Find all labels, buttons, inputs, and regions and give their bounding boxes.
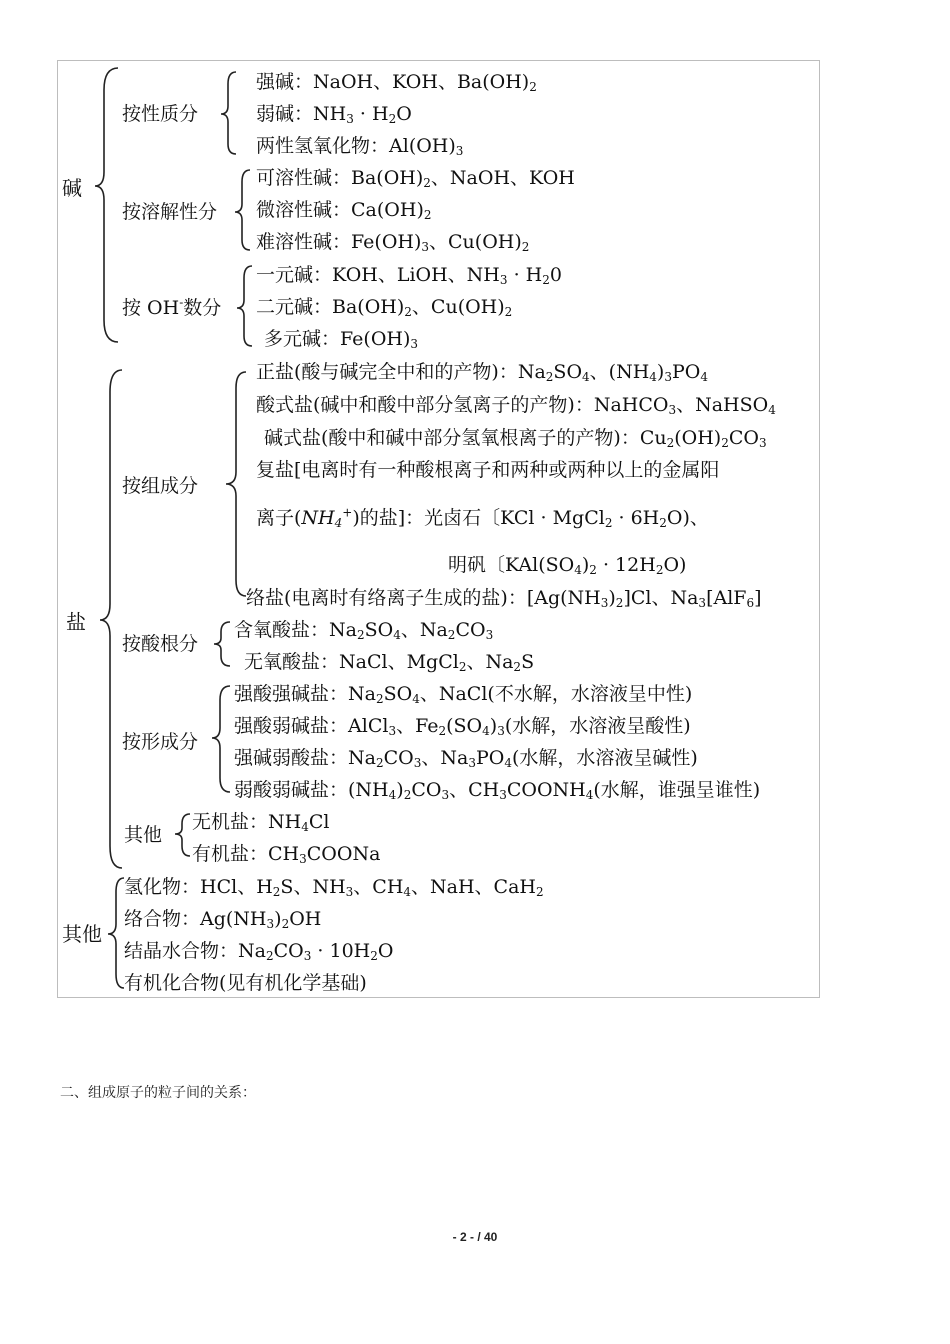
item-salt-sa-sb: 强酸强碱盐：$Na_2SO_4$、NaCl(不水解，水溶液呈中性) <box>234 683 693 706</box>
formula: $Al(OH)_3$ <box>389 135 464 158</box>
formula: KOH、LiOH、$NH_3 \cdot H_20$ <box>332 264 562 287</box>
item-base-insoluble: 难溶性碱：$Fe(OH)_3$、$Cu(OH)_2$ <box>256 231 530 254</box>
item-base-weak: 弱碱：$NH_3 \cdot H_2O$ <box>256 103 412 126</box>
formula: $Fe(OH)_3$、$Cu(OH)_2$ <box>351 231 530 254</box>
group-salt-acid: 按酸根分 <box>122 633 199 655</box>
category-base: 碱 <box>62 176 82 200</box>
formula: NaCl、MgCl$_2$、$Na_2S$ <box>339 651 535 674</box>
formula: NaOH、KOH、$Ba(OH)_2$ <box>313 71 537 94</box>
formula: $Na_2SO_4$、$Na_2CO_3$ <box>329 619 494 642</box>
brace-base-nature <box>221 72 236 154</box>
ammonium-ion: $NH_4^+$ <box>301 505 353 530</box>
formula: $Ca(OH)_2$ <box>351 199 432 222</box>
formula: $Na_2CO_3$、$Na_3PO_4$(水解，水溶液呈碱性) <box>348 747 698 770</box>
item-salt-sa-wb: 强酸弱碱盐：AlCl$_3$、$Fe_2(SO_4)_3$(水解，水溶液呈酸性) <box>234 715 691 738</box>
brace-other <box>108 878 124 988</box>
item-base-soluble: 可溶性碱：$Ba(OH)_2$、NaOH、KOH <box>256 167 575 190</box>
formula: )的盐]：光卤石〔KCl · MgCl$_2$ · $6H_2O$)、 <box>352 507 709 530</box>
item-other-complex: 络合物：$Ag(NH_3)_2OH$ <box>124 908 322 931</box>
item-salt-sb-wa: 强碱弱酸盐：$Na_2CO_3$、$Na_3PO_4$(水解，水溶液呈碱性) <box>234 747 698 770</box>
item-other-organic: 有机化合物(见有机化学基础) <box>124 972 367 994</box>
group-base-nature: 按性质分 <box>122 103 199 125</box>
item-base-di: 二元碱：$Ba(OH)_2$、$Cu(OH)_2$ <box>256 296 513 319</box>
group-salt-formation: 按形成分 <box>122 731 199 753</box>
group-salt-other: 其他 <box>124 824 163 846</box>
item-salt-nonoxy: 无氧酸盐：NaCl、MgCl$_2$、$Na_2S$ <box>244 651 535 674</box>
item-other-hydrate: 结晶水合物：$Na_2CO_3 \cdot 10H_2O$ <box>124 940 394 963</box>
formula: $(NH_4)_2CO_3$、$CH_3COONH_4$(水解，谁强呈谁性) <box>348 779 761 802</box>
formula: $NH_4Cl$ <box>268 811 330 834</box>
brace-salt-acid <box>214 622 230 666</box>
brace-salt-composition <box>226 372 246 596</box>
formula: HCl、$H_2S$、$NH_3$、$CH_4$、NaH、CaH$_2$ <box>200 876 544 899</box>
item-base-strong: 强碱：NaOH、KOH、$Ba(OH)_2$ <box>256 71 537 94</box>
item-salt-acidic: 酸式盐(碱中和酸中部分氢离子的产物)：NaHCO$_3$、NaHSO$_4$ <box>256 394 776 417</box>
brace-salt-other <box>175 814 190 856</box>
item-salt-wa-wb: 弱酸弱碱盐：$(NH_4)_2CO_3$、$CH_3COONH_4$(水解，谁强呈谁性) <box>234 779 761 802</box>
category-other: 其他 <box>62 922 102 946</box>
item-base-amphoteric: 两性氢氧化物：$Al(OH)_3$ <box>256 135 464 158</box>
brace-base <box>95 68 118 342</box>
group-salt-composition: 按组成分 <box>122 475 199 497</box>
brace-salt-formation <box>212 686 230 792</box>
brace-salt <box>100 370 122 868</box>
formula: $Ag(NH_3)_2OH$ <box>200 908 322 931</box>
item-salt-double-1: 复盐[电离时有一种酸根离子和两种或两种以上的金属阳 <box>256 459 720 481</box>
item-salt-inorganic: 无机盐：$NH_4Cl$ <box>192 811 330 834</box>
formula: AlCl$_3$、$Fe_2(SO_4)_3$(水解，水溶液呈酸性) <box>348 715 691 738</box>
item-base-mono: 一元碱：KOH、LiOH、$NH_3 \cdot H_20$ <box>256 264 562 287</box>
formula: $Na_2SO_4$、$(NH_4)_3PO_4$ <box>517 361 708 384</box>
formula: $Ba(OH)_2$、NaOH、KOH <box>351 167 575 190</box>
brace-base-solubility <box>235 170 250 250</box>
item-salt-double-2: 离子$(NH_4^+)$的盐]：光卤石〔KCl · MgCl$_2$ · $6H_2O$)、 <box>256 505 709 530</box>
item-base-poly: 多元碱：$Fe(OH)_3$ <box>264 328 419 351</box>
formula: $Na_2SO_4$、NaCl(不水解，水溶液呈中性) <box>348 683 693 706</box>
formula: $Na_2CO_3 \cdot 10H_2O$ <box>238 940 394 963</box>
formula: $Ba(OH)_2$、$Cu(OH)_2$ <box>332 296 513 319</box>
item-salt-complex: 络盐(电离时有络离子生成的盐)：$[Ag(NH_3)_2]Cl$、$Na_3[AlF_6]$ <box>246 587 762 610</box>
item-salt-normal: 正盐(酸与碱完全中和的产物)：$Na_2SO_4$、$(NH_4)_3PO_4$ <box>256 361 708 384</box>
brace-base-oh <box>237 266 252 346</box>
category-salt: 盐 <box>66 610 86 634</box>
page-indicator: - 2 - / 40 <box>452 1230 498 1244</box>
formula: $Fe(OH)_3$ <box>340 328 419 351</box>
group-base-oh: 按 OH-数分 <box>122 295 222 319</box>
formula: $CH_3COONa$ <box>268 843 381 866</box>
formula: $[Ag(NH_3)_2]Cl$、$Na_3[AlF_6]$ <box>526 587 762 610</box>
section-heading: 二、组成原子的粒子间的关系： <box>60 1085 256 1101</box>
item-salt-basic: 碱式盐(酸中和碱中部分氢氧根离子的产物)：$Cu_2(OH)_2CO_3$ <box>264 427 767 450</box>
item-salt-double-3: 明矾〔$KAl(SO_4)_2 \cdot 12H_2O$) <box>448 554 687 577</box>
item-salt-oxy: 含氧酸盐：$Na_2SO_4$、$Na_2CO_3$ <box>234 619 494 642</box>
formula: $NH_3 \cdot H_2O$ <box>313 103 412 126</box>
item-salt-organic: 有机盐：$CH_3COONa$ <box>192 843 381 866</box>
item-other-hydride: 氢化物：HCl、$H_2S$、$NH_3$、$CH_4$、NaH、CaH$_2$ <box>124 876 544 899</box>
formula: $Cu_2(OH)_2CO_3$ <box>639 427 767 450</box>
item-base-slightly-soluble: 微溶性碱：$Ca(OH)_2$ <box>256 199 432 222</box>
formula: NaHCO$_3$、NaHSO$_4$ <box>593 394 776 417</box>
group-base-solubility: 按溶解性分 <box>122 201 218 223</box>
